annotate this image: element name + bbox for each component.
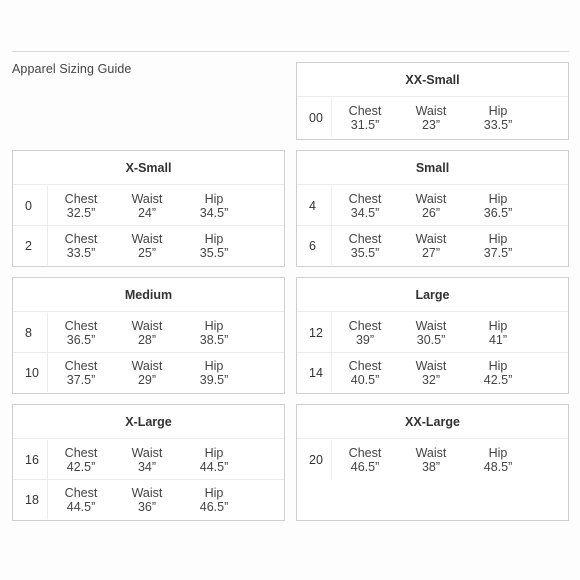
card-title: Medium: [13, 278, 284, 312]
chest-measure: Chest 46.5”: [348, 446, 382, 474]
size-card-large: [296, 277, 569, 394]
size-number: 10: [25, 365, 39, 380]
waist-measure: Waist 28”: [131, 319, 163, 347]
hip-measure: Hip 44.5”: [199, 446, 229, 474]
hip-measure: Hip 36.5”: [483, 192, 513, 220]
size-card-xx-large: [296, 404, 569, 521]
page-title: Apparel Sizing Guide: [12, 62, 132, 76]
waist-measure: Waist 26”: [415, 192, 447, 220]
chest-measure: Chest 39”: [348, 319, 382, 347]
hip-measure: Hip 37.5”: [483, 232, 513, 260]
waist-measure: Waist 32”: [415, 359, 447, 387]
size-number: 20: [309, 452, 323, 467]
chest-measure: Chest 40.5”: [348, 359, 382, 387]
top-divider: [12, 51, 569, 52]
hip-measure: Hip 42.5”: [483, 359, 513, 387]
hip-measure: Hip 33.5”: [483, 104, 513, 132]
card-title: Large: [297, 278, 568, 312]
waist-measure: Waist 36”: [131, 486, 163, 514]
hip-measure: Hip 41”: [488, 319, 508, 347]
card-title: XX-Large: [297, 405, 568, 439]
waist-measure: Waist 27”: [415, 232, 447, 260]
waist-measure: Waist 24”: [131, 192, 163, 220]
chest-measure: Chest 42.5”: [64, 446, 98, 474]
card-title: Small: [297, 151, 568, 185]
card-title: X-Large: [13, 405, 284, 439]
table-row: [13, 479, 284, 519]
chest-measure: Chest 35.5”: [348, 232, 382, 260]
waist-measure: Waist 29”: [131, 359, 163, 387]
chest-measure: Chest 32.5”: [64, 192, 98, 220]
size-card-x-large: [12, 404, 285, 521]
size-number: 0: [25, 198, 32, 213]
size-card-small: [296, 150, 569, 267]
chest-measure: Chest 36.5”: [64, 319, 98, 347]
hip-measure: Hip 34.5”: [199, 192, 229, 220]
waist-measure: Waist 30.5”: [415, 319, 447, 347]
table-row: [13, 313, 284, 352]
chest-measure: Chest 34.5”: [348, 192, 382, 220]
size-number: 18: [25, 492, 39, 507]
size-card-xx-small: [296, 62, 569, 140]
table-row: [297, 186, 568, 225]
chest-measure: Chest 44.5”: [64, 486, 98, 514]
hip-measure: Hip 39.5”: [199, 359, 229, 387]
size-number: 12: [309, 325, 323, 340]
hip-measure: Hip 35.5”: [199, 232, 229, 260]
hip-measure: Hip 48.5”: [483, 446, 513, 474]
waist-measure: Waist 25”: [131, 232, 163, 260]
size-number: 16: [25, 452, 39, 467]
waist-measure: Waist 38”: [415, 446, 447, 474]
hip-measure: Hip 38.5”: [199, 319, 229, 347]
table-row: [297, 352, 568, 392]
table-row: [13, 352, 284, 392]
size-number: 00: [309, 110, 323, 125]
chest-measure: Chest 37.5”: [64, 359, 98, 387]
waist-measure: Waist 34”: [131, 446, 163, 474]
size-number: 4: [309, 198, 316, 213]
size-card-x-small: [12, 150, 285, 267]
size-number: 6: [309, 238, 316, 253]
hip-measure: Hip 46.5”: [199, 486, 229, 514]
table-row: [13, 186, 284, 225]
chest-measure: Chest 33.5”: [64, 232, 98, 260]
table-row: [297, 225, 568, 265]
table-row: [297, 440, 568, 479]
chest-measure: Chest 31.5”: [348, 104, 382, 132]
waist-measure: Waist 23”: [415, 104, 447, 132]
size-card-medium: [12, 277, 285, 394]
size-number: 8: [25, 325, 32, 340]
table-row: [297, 98, 568, 137]
card-title: X-Small: [13, 151, 284, 185]
table-row: [13, 440, 284, 479]
card-title: XX-Small: [297, 63, 568, 97]
size-number: 2: [25, 238, 32, 253]
table-row: [13, 225, 284, 265]
table-row: [297, 313, 568, 352]
size-number: 14: [309, 365, 323, 380]
